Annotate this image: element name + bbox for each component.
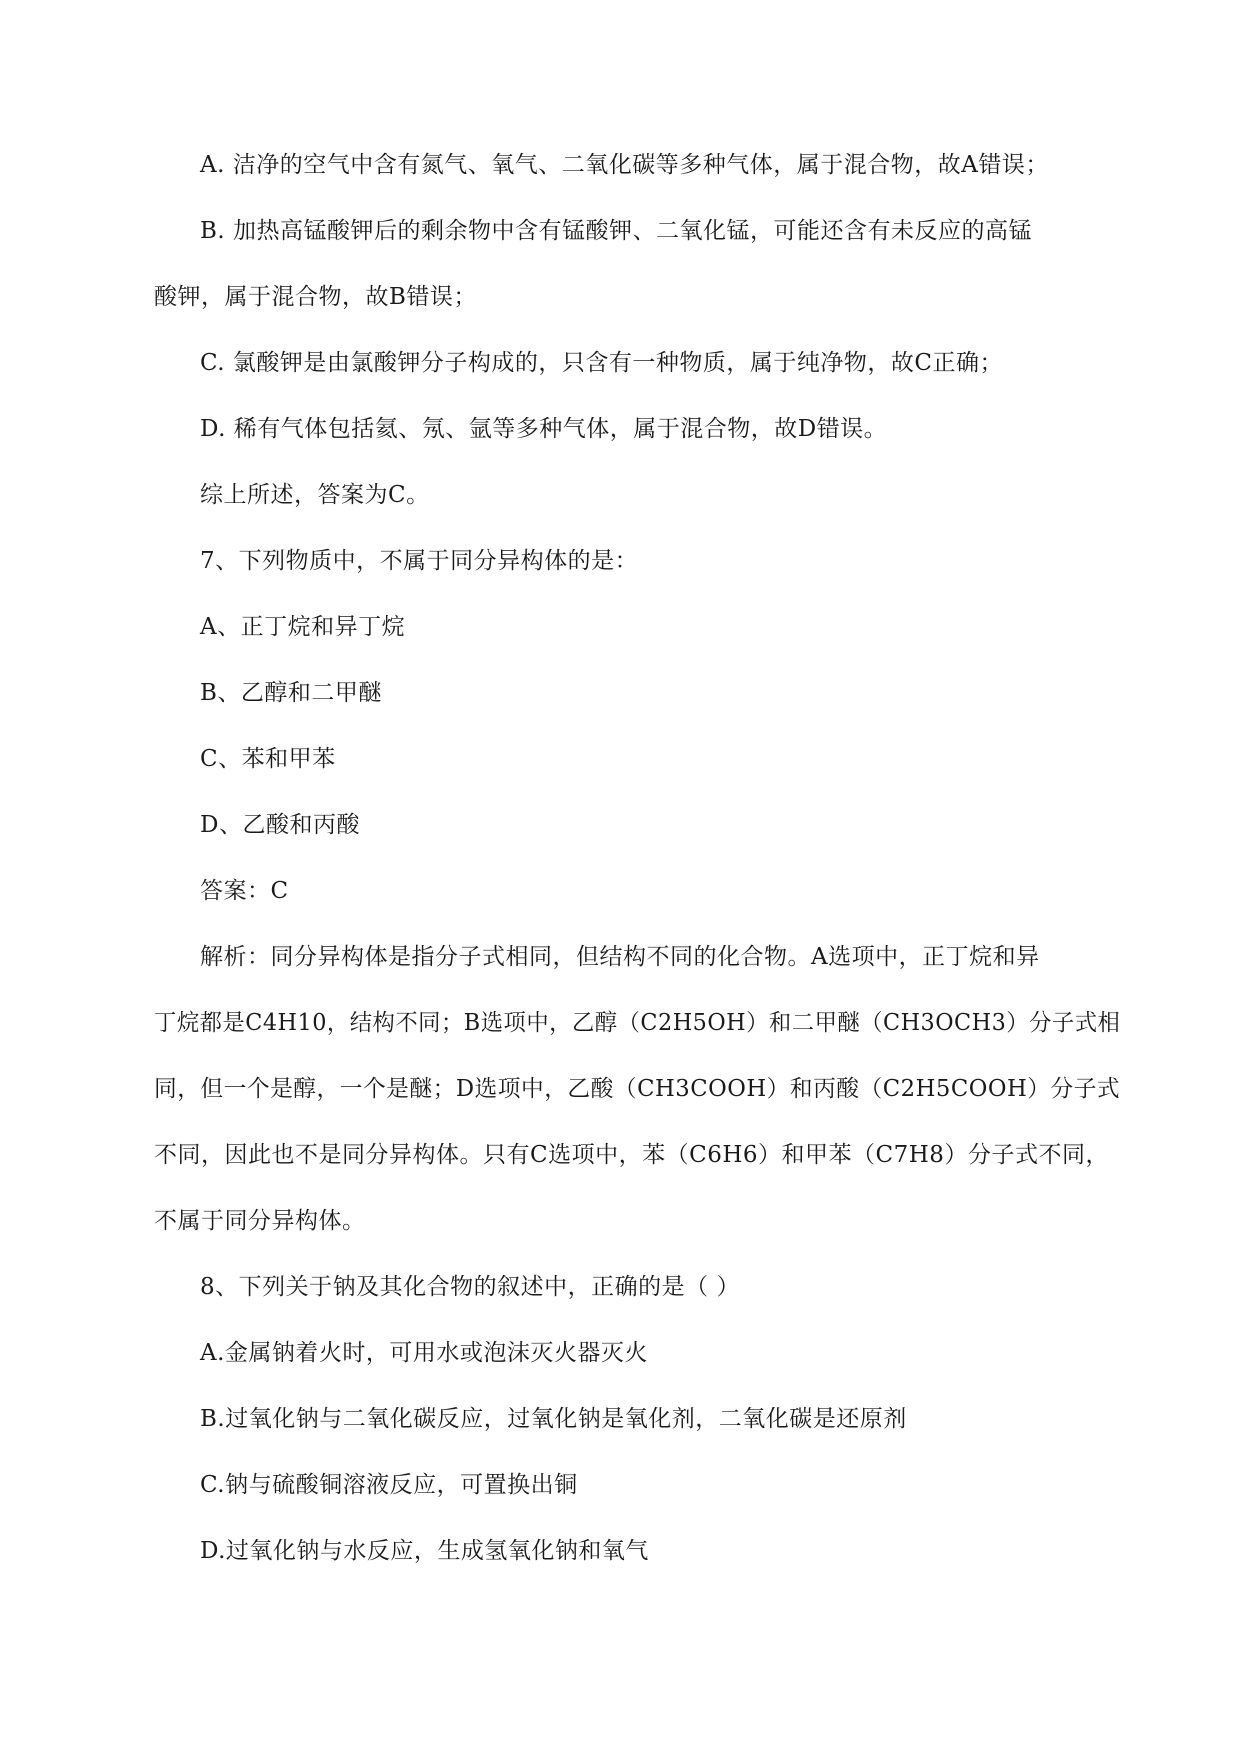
q8-option-d: D.过氧化钠与水反应，生成氢氧化钠和氧气 (200, 1538, 649, 1564)
q7-analysis-line2: 丁烷都是C4H10，结构不同；B选项中，乙醇（C2H5OH）和二甲醚（CH3OCH3）分子式相 (154, 1010, 1121, 1036)
q7-answer: 答案：C (200, 878, 289, 904)
q7-analysis-line3: 同，但一个是醇，一个是醚；D选项中，乙酸（CH3COOH）和丙酸（C2H5COOH）分子式 (154, 1076, 1121, 1102)
q8-option-a: A.金属钠着火时，可用水或泡沫灭火器灭火 (200, 1340, 648, 1366)
q7-analysis-line5: 不属于同分异构体。 (154, 1208, 366, 1234)
q6-option-a-explanation: A. 洁净的空气中含有氮气、氧气、二氧化碳等多种气体，属于混合物，故A错误； (200, 152, 1049, 178)
q8-option-c: C.钠与硫酸铜溶液反应，可置换出铜 (200, 1472, 578, 1498)
q7-question: 7、下列物质中，不属于同分异构体的是： (200, 548, 639, 574)
q6-option-c-explanation: C. 氯酸钾是由氯酸钾分子构成的，只含有一种物质，属于纯净物，故C正确； (200, 350, 1003, 376)
q6-option-d-explanation: D. 稀有气体包括氦、氖、氩等多种气体，属于混合物，故D错误。 (200, 416, 888, 442)
q7-option-b: B、乙醇和二甲醚 (200, 680, 382, 706)
q7-option-a: A、正丁烷和异丁烷 (200, 614, 406, 640)
q7-option-d: D、乙酸和丙酸 (200, 812, 360, 838)
q6-option-b-explanation-line1: B. 加热高锰酸钾后的剩余物中含有锰酸钾、二氧化锰，可能还含有未反应的高锰 (200, 218, 1033, 244)
q6-summary: 综上所述，答案为C。 (200, 482, 430, 508)
q7-analysis-line4: 不同，因此也不是同分异构体。只有C选项中，苯（C6H6）和甲苯（C7H8）分子式不同， (154, 1142, 1109, 1168)
q8-option-b: B.过氧化钠与二氧化碳反应，过氧化钠是氧化剂，二氧化碳是还原剂 (200, 1406, 907, 1432)
q7-option-c: C、苯和甲苯 (200, 746, 336, 772)
q8-question: 8、下列关于钠及其化合物的叙述中，正确的是（ ） (200, 1274, 740, 1300)
q7-analysis-line1: 解析：同分异构体是指分子式相同，但结构不同的化合物。A选项中，正丁烷和异 (200, 944, 1040, 970)
q6-option-b-explanation-line2: 酸钾，属于混合物，故B错误； (154, 284, 477, 310)
